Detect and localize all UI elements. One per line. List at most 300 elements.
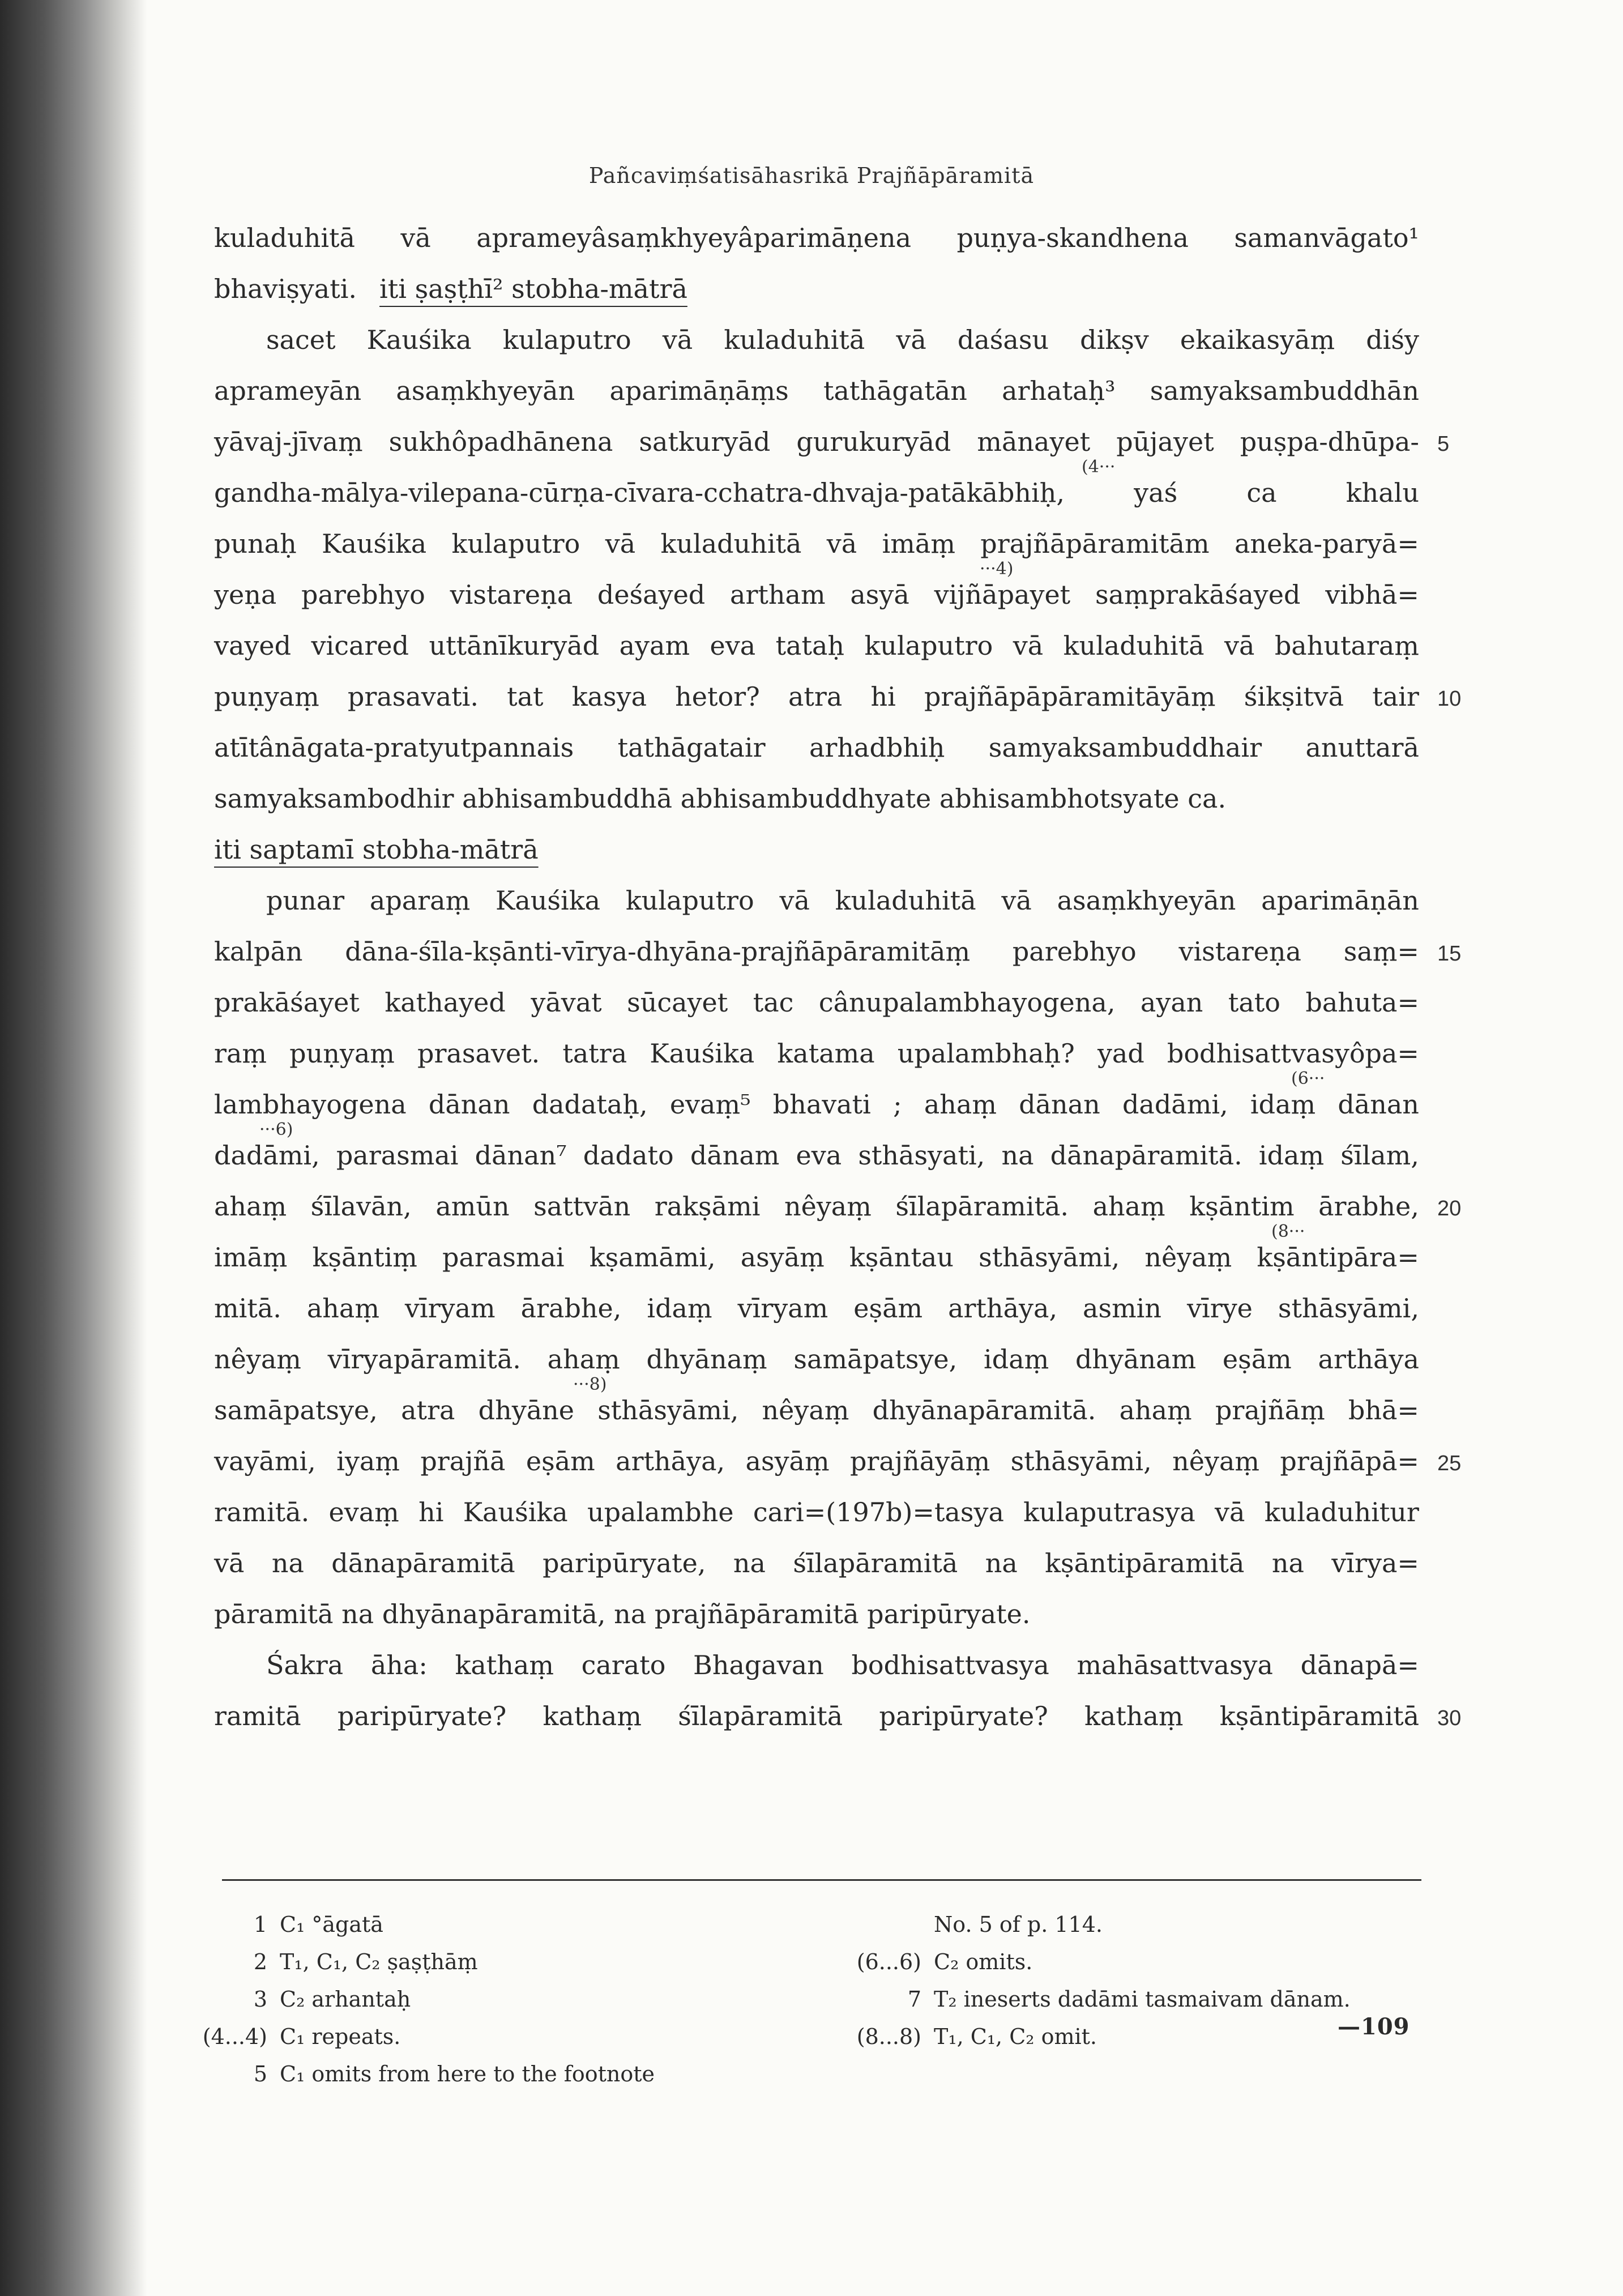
- word: vistareṇa: [1178, 936, 1301, 967]
- text-line: [214, 1487, 1419, 1538]
- word: asyā: [850, 579, 909, 610]
- word: tair: [1372, 681, 1419, 712]
- word: āha:: [370, 1650, 428, 1680]
- word: arhadbhiḥ: [809, 732, 945, 763]
- word: vā: [779, 885, 810, 916]
- word: vistareṇa: [450, 579, 573, 610]
- word: śīlam,: [1340, 1140, 1419, 1171]
- word: vā: [662, 325, 693, 355]
- word: śīlapāramitā: [678, 1701, 843, 1731]
- text-line: [214, 1181, 1419, 1232]
- word: yāvaj-jīvaṃ: [214, 426, 363, 457]
- word: arthāya: [1318, 1344, 1419, 1375]
- word: prajñāpā=: [1280, 1446, 1419, 1476]
- word: kulaputro: [625, 885, 754, 916]
- word: vīrya=: [1331, 1548, 1419, 1578]
- word: prajñāpāramitām: [980, 528, 1210, 559]
- word: dadāmi,: [214, 1140, 320, 1171]
- footnote-text: C₂ omits.: [934, 1949, 1033, 1974]
- word: kulaputro: [864, 630, 993, 661]
- footnote-tag: (8...8): [856, 2024, 921, 2049]
- word: śīlapāramitā.: [895, 1191, 1069, 1222]
- word: Kauśika: [496, 885, 601, 916]
- footnote: [227, 2055, 655, 2093]
- word: atra: [401, 1395, 455, 1426]
- line-number: 20: [1437, 1197, 1462, 1220]
- word: kulaputrasya: [1023, 1497, 1195, 1527]
- line-number: 30: [1437, 1706, 1462, 1730]
- text-line: [214, 977, 1419, 1028]
- word: vicared: [311, 630, 409, 661]
- footnote-text: C₁ °āgatā: [280, 1912, 383, 1937]
- word: ramitā: [214, 1701, 301, 1731]
- word: kṣāntau: [849, 1242, 954, 1273]
- footnote-text: No. 5 of p. 114.: [934, 1912, 1103, 1937]
- word: aneka-paryā=: [1234, 528, 1419, 559]
- word: idaṃ: [984, 1344, 1049, 1375]
- word: vā: [1215, 1497, 1245, 1527]
- word: satkuryād: [639, 426, 771, 457]
- word: cânupalambhayogena,: [818, 987, 1116, 1018]
- word: tato: [1228, 987, 1280, 1018]
- word: nêyaṃ: [1172, 1446, 1259, 1476]
- text-line: [214, 314, 1419, 365]
- word: parasmai: [442, 1242, 565, 1273]
- word: bhavati: [772, 1089, 871, 1120]
- book-binding-shadow: [0, 0, 147, 2296]
- text-line: [214, 824, 1419, 875]
- line-number: 25: [1437, 1452, 1462, 1475]
- word: bahutaraṃ: [1274, 630, 1419, 661]
- word: prajñāṃ: [1215, 1395, 1325, 1426]
- footnote: [881, 1981, 1351, 2018]
- word: kasya: [571, 681, 647, 712]
- word: arhataḥ³: [1002, 375, 1116, 406]
- word: arthāya,: [948, 1293, 1058, 1324]
- word: aprameyâsaṃkhyeyâparimāṇena: [476, 223, 912, 253]
- footnote: [227, 1943, 655, 1981]
- footnote-text: T₁, C₁, C₂ omit.: [934, 2024, 1097, 2049]
- word: diśy: [1366, 325, 1419, 355]
- word: ahaṃ: [547, 1344, 620, 1375]
- word: tat: [507, 681, 544, 712]
- footnote-text: C₂ arhantaḥ: [280, 1987, 411, 2012]
- word: sacet: [266, 325, 336, 355]
- word: puṇyaṃ: [289, 1038, 395, 1069]
- word: kuladuhitā: [835, 885, 976, 916]
- text-line: [214, 1589, 1419, 1640]
- word: dānapāramitā.: [1050, 1140, 1242, 1171]
- word: ayam: [619, 630, 690, 661]
- word: yāvat: [531, 987, 602, 1018]
- word: aprameyān: [214, 375, 362, 406]
- word: nêyaṃ: [1144, 1242, 1232, 1273]
- word: vā: [1013, 630, 1044, 661]
- footnote-tag: 7: [907, 1987, 921, 2012]
- word: kathaṃ: [455, 1650, 554, 1680]
- footnotes-left: [202, 1906, 655, 2093]
- word: ārabhe,: [520, 1293, 622, 1324]
- word: samyaksambuddhair: [988, 732, 1262, 763]
- word: śīlapāramitā: [793, 1548, 958, 1578]
- running-head: Pañcaviṃśatisāhasrikā Prajñāpāramitā: [588, 163, 1035, 188]
- word: parasmai: [336, 1140, 459, 1171]
- word: paripūryate,: [543, 1548, 706, 1578]
- text-line: [214, 1130, 1419, 1181]
- word: Kauśika: [463, 1497, 568, 1527]
- word: kṣamāmi,: [589, 1242, 716, 1273]
- footnote-divider: [222, 1879, 1421, 1881]
- word: mahāsattvasya: [1077, 1650, 1273, 1680]
- word: dānan⁷: [475, 1140, 567, 1171]
- word: dadataḥ,: [532, 1089, 648, 1120]
- word: kathaṃ: [543, 1701, 642, 1731]
- word: dhyānaṃ: [646, 1344, 767, 1375]
- word: parebhyo: [1012, 936, 1137, 967]
- word: aparimāṇāṃs: [609, 375, 789, 406]
- footnote-tag: 1: [253, 1912, 267, 1937]
- word: asyāṃ: [745, 1446, 830, 1476]
- line-number: 15: [1437, 942, 1462, 966]
- word: hi: [870, 681, 896, 712]
- word: daśasu: [957, 325, 1049, 355]
- word: asaṃkhyeyān: [1057, 885, 1236, 916]
- word: upalambhaḥ?: [897, 1038, 1075, 1069]
- footnote: [202, 2018, 655, 2055]
- body-text: [214, 212, 1419, 1742]
- word: dānapāramitā: [331, 1548, 515, 1578]
- line-text: pāramitā na dhyānapāramitā, na prajñāpāramitā paripūryate.: [214, 1599, 1031, 1629]
- text-line: [214, 1334, 1419, 1385]
- word: gandha-mālya-vilepana-cūrṇa-cīvara-cchatra-dhvaja-patākābhiḥ,: [214, 477, 1065, 508]
- word: bodhisattvasyôpa=: [1167, 1038, 1419, 1069]
- text-line: [214, 1691, 1419, 1742]
- word: deśayed: [597, 579, 706, 610]
- word: sthāsyāmi,: [1010, 1446, 1152, 1476]
- section-marker: iti ṣaṣṭhī² stobha-mātrā: [379, 274, 687, 304]
- word: dānan: [1338, 1089, 1419, 1120]
- page-number: —109: [1338, 2013, 1410, 2040]
- word: puṣpa-dhūpa-: [1240, 426, 1419, 457]
- word: rakṣāmi: [654, 1191, 761, 1222]
- word: hi: [418, 1497, 444, 1527]
- word: ahaṃ: [924, 1089, 997, 1120]
- text-line: [214, 518, 1419, 569]
- text-line: [214, 620, 1419, 671]
- word: kathaṃ: [1084, 1701, 1184, 1731]
- word: atra: [788, 681, 843, 712]
- word: kathayed: [385, 987, 506, 1018]
- variant-marker: (8···: [1271, 1222, 1305, 1241]
- word: ahaṃ: [1119, 1395, 1192, 1426]
- footnote-text: T₁, C₁, C₂ ṣaṣṭhāṃ: [280, 1949, 478, 1974]
- word: artham: [730, 579, 826, 610]
- word: prajñāyāṃ: [849, 1446, 990, 1476]
- word: evaṃ⁵: [669, 1089, 751, 1120]
- word: idaṃ: [1250, 1089, 1316, 1120]
- word: iyaṃ: [336, 1446, 400, 1476]
- text-line: [214, 671, 1419, 722]
- text-line: [214, 1385, 1419, 1436]
- word: na: [733, 1548, 766, 1578]
- word: sūcayet: [627, 987, 728, 1018]
- word: vā: [214, 1548, 245, 1578]
- word: evaṃ: [328, 1497, 399, 1527]
- word: lambhayogena: [214, 1089, 407, 1120]
- variant-marker: (4···: [1082, 457, 1116, 477]
- word: saṃprakāśayed: [1095, 579, 1301, 610]
- word: imāṃ: [882, 528, 955, 559]
- word: yaś: [1134, 477, 1178, 508]
- word: sthāsyāmi,: [1278, 1293, 1419, 1324]
- word: eṣām: [853, 1293, 923, 1324]
- word: kṣāntipāramitā: [1045, 1548, 1245, 1578]
- word: kṣāntiṃ: [312, 1242, 417, 1273]
- footnote: [227, 1981, 655, 2018]
- text-line: [214, 773, 1419, 824]
- word: vayāmi,: [214, 1446, 316, 1476]
- word: bahuta=: [1305, 987, 1419, 1018]
- word: punaḥ: [214, 528, 297, 559]
- word: kulaputro: [451, 528, 580, 559]
- word: prajñā: [420, 1446, 506, 1476]
- word: ahaṃ: [306, 1293, 379, 1324]
- word: tatra: [562, 1038, 627, 1069]
- word: carato: [581, 1650, 666, 1680]
- word: tac: [753, 987, 794, 1018]
- text-line: [214, 365, 1419, 416]
- word: vā: [400, 223, 431, 253]
- word: ekaikasyāṃ: [1180, 325, 1335, 355]
- word: asaṃkhyeyān: [396, 375, 575, 406]
- footnote-tag: (6...6): [856, 1949, 921, 1974]
- word: Kauśika: [366, 325, 472, 355]
- word: eva: [710, 630, 756, 661]
- word: samyaksambuddhān: [1150, 375, 1419, 406]
- word: upalambhe: [587, 1497, 734, 1527]
- word: uttānīkuryād: [429, 630, 600, 661]
- word: sthāsyati,: [858, 1140, 985, 1171]
- word: ārabhe,: [1318, 1191, 1419, 1222]
- word: prajñāpāpāramitāyāṃ: [924, 681, 1216, 712]
- word: hetor?: [675, 681, 760, 712]
- word: ;: [893, 1089, 902, 1120]
- footnote-tag: 2: [253, 1949, 267, 1974]
- text-line: [214, 212, 1419, 263]
- word: bhā=: [1348, 1395, 1419, 1426]
- word: kuladuhitā: [1063, 630, 1205, 661]
- variant-marker: ···4): [980, 559, 1014, 579]
- word: kuladuhitā: [214, 223, 355, 253]
- text-line: [214, 263, 1419, 314]
- word: Bhagavan: [693, 1650, 824, 1680]
- word: samāpatsye,: [214, 1395, 378, 1426]
- word: asmin: [1083, 1293, 1162, 1324]
- footnote-tag: (4...4): [202, 2024, 267, 2049]
- word: vayed: [214, 630, 292, 661]
- footnote: [227, 1906, 655, 1943]
- text-line: [214, 1232, 1419, 1283]
- word: amūn: [435, 1191, 510, 1222]
- word: parebhyo: [301, 579, 425, 610]
- word: prasavati.: [347, 681, 479, 712]
- word: prakāśayet: [214, 987, 360, 1018]
- footnote-tag: 5: [253, 2062, 267, 2086]
- word: vā: [826, 528, 857, 559]
- text-line: [214, 926, 1419, 977]
- footnote: [856, 2018, 1351, 2055]
- word: aparaṃ: [369, 885, 471, 916]
- section-marker: iti saptamī stobha-mātrā: [214, 834, 539, 865]
- word: kuladuhitā: [724, 325, 865, 355]
- variant-marker: ···6): [259, 1120, 293, 1140]
- word: puṇyaṃ: [214, 681, 319, 712]
- word: raṃ: [214, 1038, 267, 1069]
- word: asyāṃ: [740, 1242, 825, 1273]
- word: eva: [796, 1140, 842, 1171]
- text-line: [214, 722, 1419, 773]
- text-line: [214, 1538, 1419, 1589]
- word: idaṃ: [1258, 1140, 1325, 1171]
- word: bodhisattvasya: [851, 1650, 1049, 1680]
- word: ayan: [1140, 987, 1203, 1018]
- word: dānapā=: [1300, 1650, 1419, 1680]
- word: sattvān: [533, 1191, 631, 1222]
- word: dadato: [583, 1140, 674, 1171]
- word: vijñāpayet: [934, 579, 1071, 610]
- word: Kauśika: [322, 528, 427, 559]
- word: vā: [1001, 885, 1032, 916]
- word: dikṣv: [1080, 325, 1149, 355]
- word: samanvāgato¹: [1234, 223, 1419, 253]
- word: katama: [777, 1038, 875, 1069]
- footnote-text: C₁ omits from here to the footnote: [280, 2062, 655, 2086]
- word: na: [985, 1548, 1018, 1578]
- word: ca: [1246, 477, 1277, 508]
- word: vā: [896, 325, 926, 355]
- text-line: [214, 1079, 1419, 1130]
- word: na: [1001, 1140, 1034, 1171]
- word: Śakra: [266, 1650, 344, 1680]
- word: kṣāntipāramitā: [1219, 1701, 1419, 1731]
- word: mitā.: [214, 1293, 281, 1324]
- word: tataḥ: [775, 630, 845, 661]
- word: sthāsyāmi,: [597, 1395, 739, 1426]
- word: kuladuhitur: [1264, 1497, 1419, 1527]
- word: nêyaṃ: [214, 1344, 301, 1375]
- variant-marker: (6···: [1291, 1069, 1325, 1089]
- text-line: [214, 416, 1419, 467]
- text-line: [214, 467, 1419, 518]
- word: sthāsyāmi,: [979, 1242, 1120, 1273]
- word: vīryapāramitā.: [327, 1344, 521, 1375]
- word: dadāmi,: [1122, 1089, 1228, 1120]
- word: nêyaṃ: [762, 1395, 849, 1426]
- word: yad: [1097, 1038, 1144, 1069]
- word: prasavet.: [417, 1038, 540, 1069]
- word: vīryam: [737, 1293, 828, 1324]
- word: atītânāgata-pratyutpannais: [214, 732, 574, 763]
- word: arthāya,: [616, 1446, 725, 1476]
- word: na: [271, 1548, 304, 1578]
- line-text: bhaviṣyati.: [214, 274, 357, 304]
- word: dhyānam: [1075, 1344, 1197, 1375]
- text-line: [214, 1640, 1419, 1691]
- word: tathāgatair: [617, 732, 766, 763]
- word: dhyāne: [478, 1395, 574, 1426]
- text-line: [214, 569, 1419, 620]
- word: ahaṃ: [1092, 1191, 1165, 1222]
- word: aparimāṇān: [1261, 885, 1419, 916]
- word: paripūryate?: [337, 1701, 507, 1731]
- word: dānam: [690, 1140, 780, 1171]
- footnotes-right: [856, 1906, 1351, 2055]
- word: dāna-śīla-kṣānti-vīrya-dhyāna-prajñāpāramitāṃ: [345, 936, 971, 967]
- word: kṣāntipāra=: [1257, 1242, 1419, 1273]
- word: dānan: [1019, 1089, 1100, 1120]
- word: vīryam: [404, 1293, 496, 1324]
- variant-marker: ···8): [573, 1375, 607, 1394]
- word: pūjayet: [1116, 426, 1214, 457]
- word: ahaṃ: [214, 1191, 287, 1222]
- word: nêyaṃ: [784, 1191, 872, 1222]
- line-number: 10: [1437, 687, 1462, 711]
- word: kalpān: [214, 936, 303, 967]
- word: śīlavān,: [310, 1191, 412, 1222]
- word: vā: [1224, 630, 1255, 661]
- word: dhyānapāramitā.: [872, 1395, 1096, 1426]
- word: na: [1271, 1548, 1304, 1578]
- line-text: samyaksambodhir abhisambuddhā abhisambuddhyate abhisambhotsyate ca.: [214, 783, 1227, 814]
- word: vā: [605, 528, 636, 559]
- word: idaṃ: [647, 1293, 712, 1324]
- text-line: [214, 1436, 1419, 1487]
- line-number: 5: [1437, 432, 1450, 456]
- word: khalu: [1346, 477, 1419, 508]
- word: mānayet: [977, 426, 1091, 457]
- word: ramitā.: [214, 1497, 310, 1527]
- word: sukhôpadhānena: [388, 426, 613, 457]
- word: kṣāntim: [1189, 1191, 1295, 1222]
- word: dānan: [428, 1089, 510, 1120]
- word: vīrye: [1187, 1293, 1253, 1324]
- word: kulaputro: [502, 325, 631, 355]
- text-line: [214, 875, 1419, 926]
- footnote: [856, 1943, 1351, 1981]
- word: eṣām: [526, 1446, 595, 1476]
- word: punar: [266, 885, 345, 916]
- word: kuladuhitā: [660, 528, 802, 559]
- word: anuttarā: [1305, 732, 1419, 763]
- word: yeṇa: [214, 579, 277, 610]
- word: imāṃ: [214, 1242, 288, 1273]
- word: saṃ=: [1343, 936, 1419, 967]
- word: vibhā=: [1325, 579, 1419, 610]
- word: paripūryate?: [879, 1701, 1048, 1731]
- footnote-tag: 3: [253, 1987, 267, 2012]
- word: tathāgatān: [823, 375, 967, 406]
- word: eṣām: [1222, 1344, 1292, 1375]
- word: Kauśika: [650, 1038, 755, 1069]
- word: cari=(197b)=tasya: [753, 1497, 1004, 1527]
- footnote-text: C₁ repeats.: [280, 2024, 401, 2049]
- footnote: [881, 1906, 1351, 1943]
- word: samāpatsye,: [793, 1344, 958, 1375]
- text-line: [214, 1283, 1419, 1334]
- word: gurukuryād: [796, 426, 951, 457]
- word: śikṣitvā: [1244, 681, 1344, 712]
- word: puṇya-skandhena: [956, 223, 1189, 253]
